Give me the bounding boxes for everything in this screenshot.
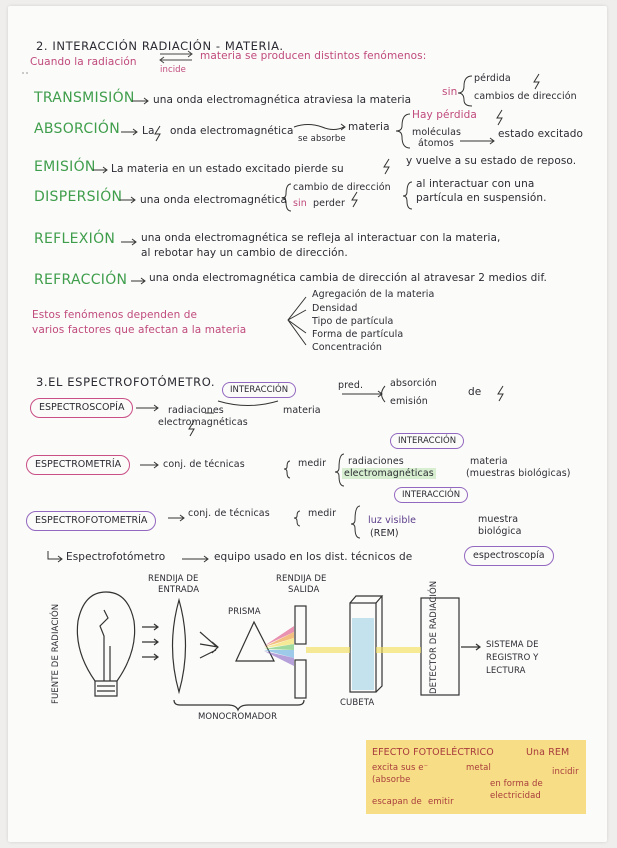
section-3-title: 3.EL ESPECTROFOTÓMETRO.: [36, 375, 216, 389]
label-sistema-2: REGISTRO Y: [486, 653, 539, 663]
spectrum-rays: [264, 618, 421, 690]
espectrofotometria-text: conj. de técnicas: [188, 508, 270, 519]
espectroscopia-emision: emisión: [390, 396, 428, 407]
sticky-incidir: incidir: [552, 767, 579, 777]
transmision-text: una onda electromagnética atraviesa la materia: [153, 94, 412, 106]
notebook-page: [8, 6, 607, 842]
label-monocromador: MONOCROMADOR: [198, 712, 278, 722]
absorcion-materia: materia: [348, 121, 390, 133]
espectroscopia-pred: pred.: [338, 380, 364, 391]
intro-text-b: materia se producen distintos fenómenos:: [200, 50, 427, 62]
label-rendija-entrada-2: ENTRADA: [158, 585, 200, 595]
espectroscopia-de: de: [468, 386, 482, 398]
sticky-escapan: escapan de: [372, 797, 422, 807]
absorcion-atomos: átomos: [418, 138, 454, 149]
pill-interaccion-2: INTERACCIÓN: [390, 433, 464, 449]
label-sistema-3: LECTURA: [486, 666, 526, 676]
sticky-excita: excita sus e⁻: [372, 763, 429, 773]
pill-espectroscopia-note: espectroscopía: [464, 546, 554, 566]
sticky-note-efecto-fotoelectrico: [366, 740, 586, 814]
absorcion-se-absorbe: se absorbe: [298, 134, 346, 144]
label-sistema-1: SISTEMA DE: [486, 640, 539, 650]
intro-incide: incide: [160, 65, 187, 75]
label-rendija-entrada-1: RENDIJA DE: [148, 574, 199, 584]
sticky-title-b: Una REM: [526, 747, 570, 758]
pill-interaccion-1: INTERACCIÓN: [222, 382, 296, 398]
dispersion-right-1: al interactuar con una: [416, 178, 535, 190]
term-reflexion: REFLEXIÓN: [34, 231, 116, 247]
entrance-lens: [173, 600, 186, 692]
term-emision: EMISIÓN: [34, 159, 96, 175]
term-transmision: TRANSMISIÓN: [34, 90, 135, 106]
sticky-absorbe: (absorbe: [372, 775, 411, 785]
espectrometria-text: conj. de técnicas: [163, 459, 245, 470]
emision-text-b: y vuelve a su estado de reposo.: [406, 155, 577, 167]
factors-intro-1: Estos fenómenos dependen de: [32, 309, 198, 321]
transmision-branch-1: pérdida: [474, 73, 511, 84]
factor-item: Concentración: [312, 342, 383, 353]
emision-text-a: La materia en un estado excitado pierde su: [111, 163, 344, 175]
dispersion-mid-3: perder: [313, 198, 345, 209]
sticky-emitir: emitir: [428, 797, 454, 807]
espectrometria-rad-2-text: electromagnéticas: [344, 468, 434, 479]
espectrometria-rad-1: radiaciones: [348, 456, 404, 467]
reflexion-line-1: una onda electromagnética se refleja al interactuar con la materia,: [141, 232, 501, 244]
section-2-title: 2. INTERACCIÓN RADIACIÓN - MATERIA.: [36, 39, 284, 53]
espectrometria-muestras: (muestras biológicas): [466, 468, 571, 479]
espectroscopia-absorcion: absorción: [390, 378, 437, 389]
refraccion-text: una onda electromagnética cambia de dirección al atravesar 2 medios dif.: [149, 272, 547, 284]
label-fuente: FUENTE DE RADIACIÓN: [51, 603, 61, 704]
espectroscopia-rad-1: radiaciones: [168, 405, 224, 416]
dispersion-right-2: partícula en suspensión.: [416, 192, 547, 204]
lightning-icons: [155, 74, 539, 436]
hand-drawn-lines: [8, 6, 607, 842]
espectroscopia-rad-2: electromagnéticas: [158, 417, 248, 428]
bulb-icon: [77, 592, 134, 681]
factor-item: Agregación de la materia: [312, 289, 435, 300]
espectroscopia-materia: materia: [283, 405, 321, 416]
term-dispersion: DISPERSIÓN: [34, 189, 123, 205]
transmision-branch-2: cambios de dirección: [474, 91, 577, 102]
absorcion-text-a: La: [142, 125, 155, 137]
detector-box: [421, 598, 459, 695]
absorcion-hay-perdida: Hay pérdida: [412, 109, 477, 121]
dispersion-mid-2: sin: [293, 198, 307, 209]
braces: [282, 76, 472, 538]
absorcion-moleculas: moléculas: [412, 127, 462, 138]
absorcion-estado-excitado: estado excitado: [498, 128, 584, 140]
espectrofotometria-muestra-1: muestra: [478, 514, 519, 525]
label-rendija-salida-1: RENDIJA DE: [276, 574, 327, 584]
sticky-metal: metal: [466, 763, 491, 773]
label-rendija-salida-2: SALIDA: [288, 585, 320, 595]
espectrofotometria-medir: medir: [308, 508, 337, 519]
sticky-en-forma: en forma de: [490, 779, 543, 789]
espectrofotometria-luz-1: luz visible: [368, 515, 417, 526]
factor-item: Densidad: [312, 303, 358, 314]
pill-espectroscopia: ESPECTROSCOPÍA: [30, 398, 133, 418]
pill-interaccion-3: INTERACCIÓN: [394, 487, 468, 503]
prism-icon: [236, 622, 274, 661]
factor-item: Tipo de partícula: [312, 316, 394, 327]
label-detector: DETECTOR DE RADIACIÓN: [429, 580, 439, 694]
sticky-title-a: EFECTO FOTOELÉCTRICO: [372, 747, 494, 758]
reflexion-line-2: al rebotar hay un cambio de dirección.: [141, 247, 348, 259]
pill-espectrofotometria: ESPECTROFOTOMETRÍA: [26, 511, 156, 531]
dispersion-mid-1: cambio de dirección: [293, 182, 391, 193]
note-espectrofotometro: Espectrofotómetro: [66, 551, 166, 563]
espectrometria-materia: materia: [470, 456, 508, 467]
term-arrows: [93, 98, 148, 284]
espectrofotometria-luz-2: (REM): [370, 528, 399, 539]
factor-item: Forma de partícula: [312, 329, 404, 340]
label-cubeta: CUBETA: [340, 698, 375, 708]
espectrometria-medir: medir: [298, 458, 327, 469]
intro-text-a: Cuando la radiación: [30, 56, 137, 68]
absorcion-text-b: onda electromagnética: [170, 125, 294, 137]
term-absorcion: ABSORCIÓN: [34, 121, 120, 137]
exit-slit-bottom: [295, 660, 306, 698]
pill-espectrometria: ESPECTROMETRÍA: [26, 455, 130, 475]
transmision-sin: sin: [442, 86, 458, 98]
label-prisma: PRISMA: [228, 607, 261, 617]
sticky-electricidad: electricidad: [490, 791, 541, 801]
term-refraccion: REFRACCIÓN: [34, 272, 128, 288]
dispersion-text: una onda electromagnética: [140, 194, 288, 206]
exit-slit-top: [295, 606, 306, 644]
note-equipo: equipo usado en los dist. técnicos de: [214, 551, 413, 563]
factors-intro-2: varios factores que afectan a la materia: [32, 324, 247, 336]
espectrofotometria-muestra-2: biológica: [478, 526, 522, 537]
